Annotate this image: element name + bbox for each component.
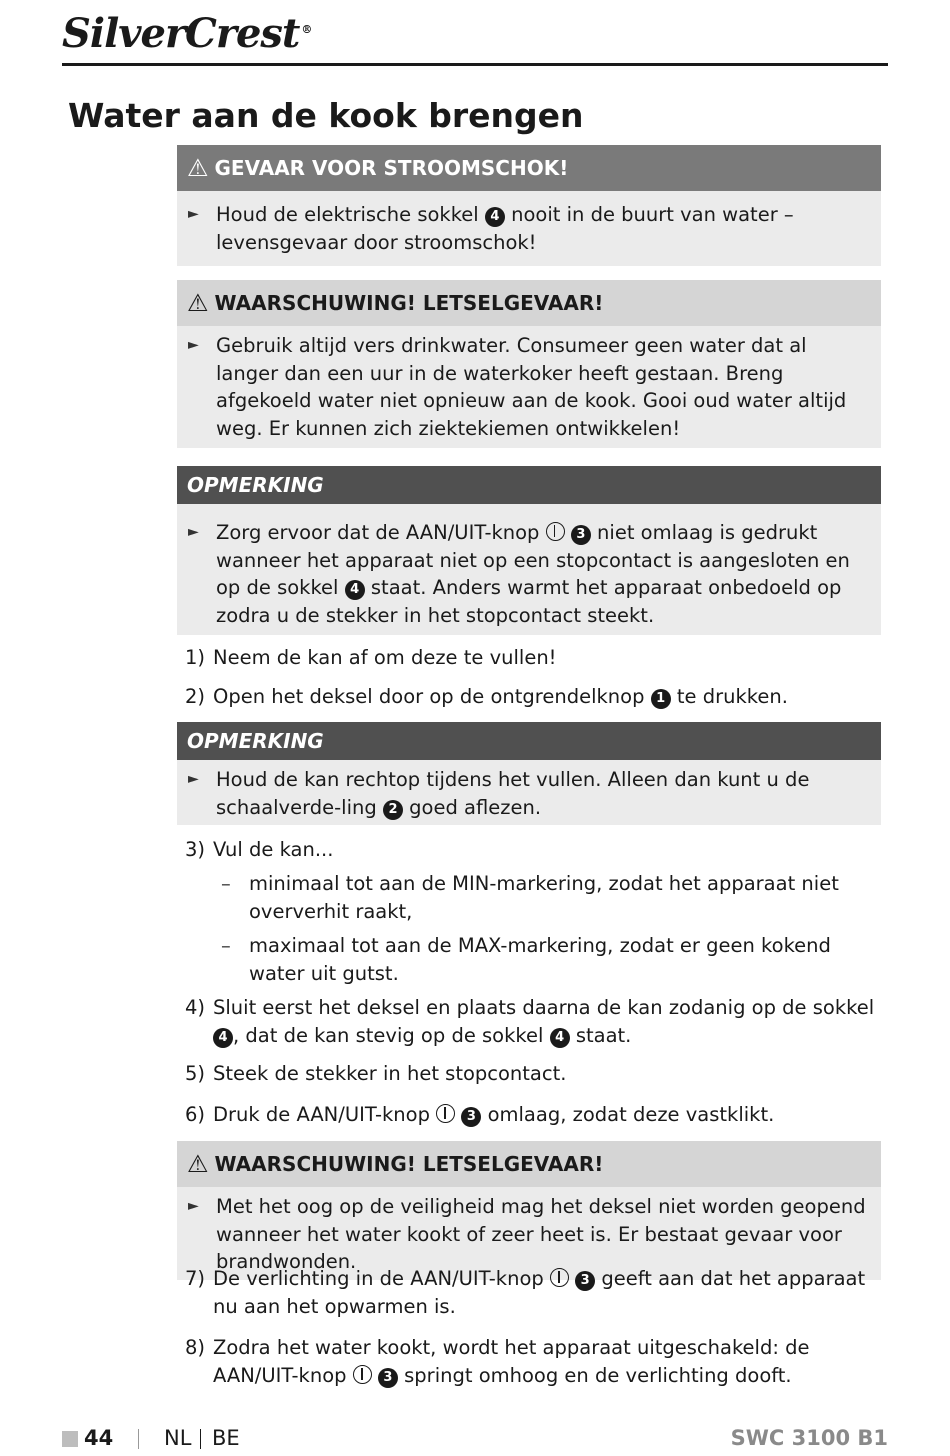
bullet-arrow-icon: ►: [188, 206, 199, 222]
danger-box: [177, 145, 881, 266]
part-number-badge: 4: [485, 207, 505, 227]
power-symbol-icon: [550, 1268, 569, 1287]
page-number: 44: [84, 1426, 114, 1450]
note-header: OPMERKING: [177, 466, 881, 504]
step-3-sub-max: – maximaal tot aan de MAX-markering, zodat er geen kokend water uit gutst.: [221, 934, 831, 985]
bullet-arrow-icon: ►: [188, 771, 199, 787]
part-number-badge: 3: [571, 525, 591, 545]
bullet-arrow-icon: ►: [188, 524, 199, 540]
warning-triangle-icon: ⚠: [187, 289, 209, 317]
danger-text: ► Houd de elektrische sokkel 4 nooit in de buurt van water – levensgevaar door stroomschok!: [188, 203, 794, 254]
step-3: 3) Vul de kan...: [185, 838, 334, 861]
warning-text: ► Met het oog op de veiligheid mag het deksel niet worden geopend wanneer het water kookt of zeer heet is. Er bestaat gevaar voor brandwonden.: [188, 1195, 866, 1273]
warning-box: [177, 280, 881, 448]
danger-header: ⚠ GEVAAR VOOR STROOMSCHOK!: [177, 145, 881, 191]
note-text: ► Zorg ervoor dat de AAN/UIT-knop 3 niet omlaag is gedrukt wanneer het apparaat niet op een stopcontact is aangesloten en op de sokkel 4 staat. Anders warmt het apparaat onbedoeld op zodra u de stekker in het stopcontact steekt.: [188, 521, 850, 627]
footer-square-icon: [62, 1431, 78, 1447]
warning-header: ⚠ WAARSCHUWING! LETSELGEVAAR!: [177, 1141, 881, 1187]
part-number-badge: 2: [383, 800, 403, 820]
power-symbol-icon: [353, 1365, 372, 1384]
step-8: 8) Zodra het water kookt, wordt het apparaat uitgeschakeld: de AAN/UIT-knop 3 springt omhoog en de verlichting dooft.: [185, 1336, 810, 1387]
note-text: ► Houd de kan rechtop tijdens het vullen. Alleen dan kunt u de schaalverde-ling 2 goed aflezen.: [188, 768, 810, 819]
footer-divider: [138, 1429, 139, 1449]
step-1: 1) Neem de kan af om deze te vullen!: [185, 646, 557, 669]
warning-header: ⚠ WAARSCHUWING! LETSELGEVAAR!: [177, 280, 881, 326]
warning-triangle-icon: ⚠: [187, 1150, 209, 1178]
bullet-arrow-icon: ►: [188, 1198, 199, 1214]
part-number-badge: 4: [213, 1028, 233, 1048]
power-symbol-icon: [436, 1104, 455, 1123]
language-code-be: BE: [212, 1426, 240, 1450]
part-number-badge: 3: [575, 1271, 595, 1291]
bullet-arrow-icon: ►: [188, 337, 199, 353]
step-3-sub-min: – minimaal tot aan de MIN-markering, zodat het apparaat niet oververhit raakt,: [221, 872, 839, 923]
part-number-badge: 4: [550, 1028, 570, 1048]
language-code-nl: NL: [164, 1426, 192, 1450]
page-header: [62, 6, 888, 66]
warning-box-2: [177, 1141, 881, 1280]
footer-divider: [200, 1429, 201, 1449]
step-5: 5) Steek de stekker in het stopcontact.: [185, 1062, 567, 1085]
step-2: 2) Open het deksel door op de ontgrendelknop 1 te drukken.: [185, 685, 788, 708]
step-7: 7) De verlichting in de AAN/UIT-knop 3 geeft aan dat het apparaat nu aan het opwarmen is.: [185, 1267, 866, 1318]
note-header: OPMERKING: [177, 722, 881, 760]
page-title: Water aan de kook brengen: [68, 96, 584, 135]
note-box-2: [177, 722, 881, 825]
brand-logo: SilverCrest ®: [62, 10, 312, 57]
warning-text: ► Gebruik altijd vers drinkwater. Consumeer geen water dat al langer dan een uur in de waterkoker heeft gestaan. Breng afgekoeld water niet opnieuw aan de kook. Gooi oud water altijd weg. Er kunnen zich ziektekiemen ontwikkelen!: [188, 334, 847, 440]
part-number-badge: 3: [461, 1107, 481, 1127]
part-number-badge: 3: [378, 1368, 398, 1388]
page-footer: [62, 1426, 888, 1454]
part-number-badge: 1: [651, 689, 671, 709]
power-symbol-icon: [546, 522, 565, 541]
warning-triangle-icon: ⚠: [187, 154, 209, 182]
note-box: [177, 466, 881, 635]
step-6: 6) Druk de AAN/UIT-knop 3 omlaag, zodat deze vastklikt.: [185, 1103, 775, 1126]
part-number-badge: 4: [345, 580, 365, 600]
model-number: SWC 3100 B1: [730, 1426, 888, 1450]
step-4: 4) Sluit eerst het deksel en plaats daarna de kan zodanig op de sokkel 4 , dat de kan stevig op de sokkel 4 staat.: [185, 996, 875, 1047]
